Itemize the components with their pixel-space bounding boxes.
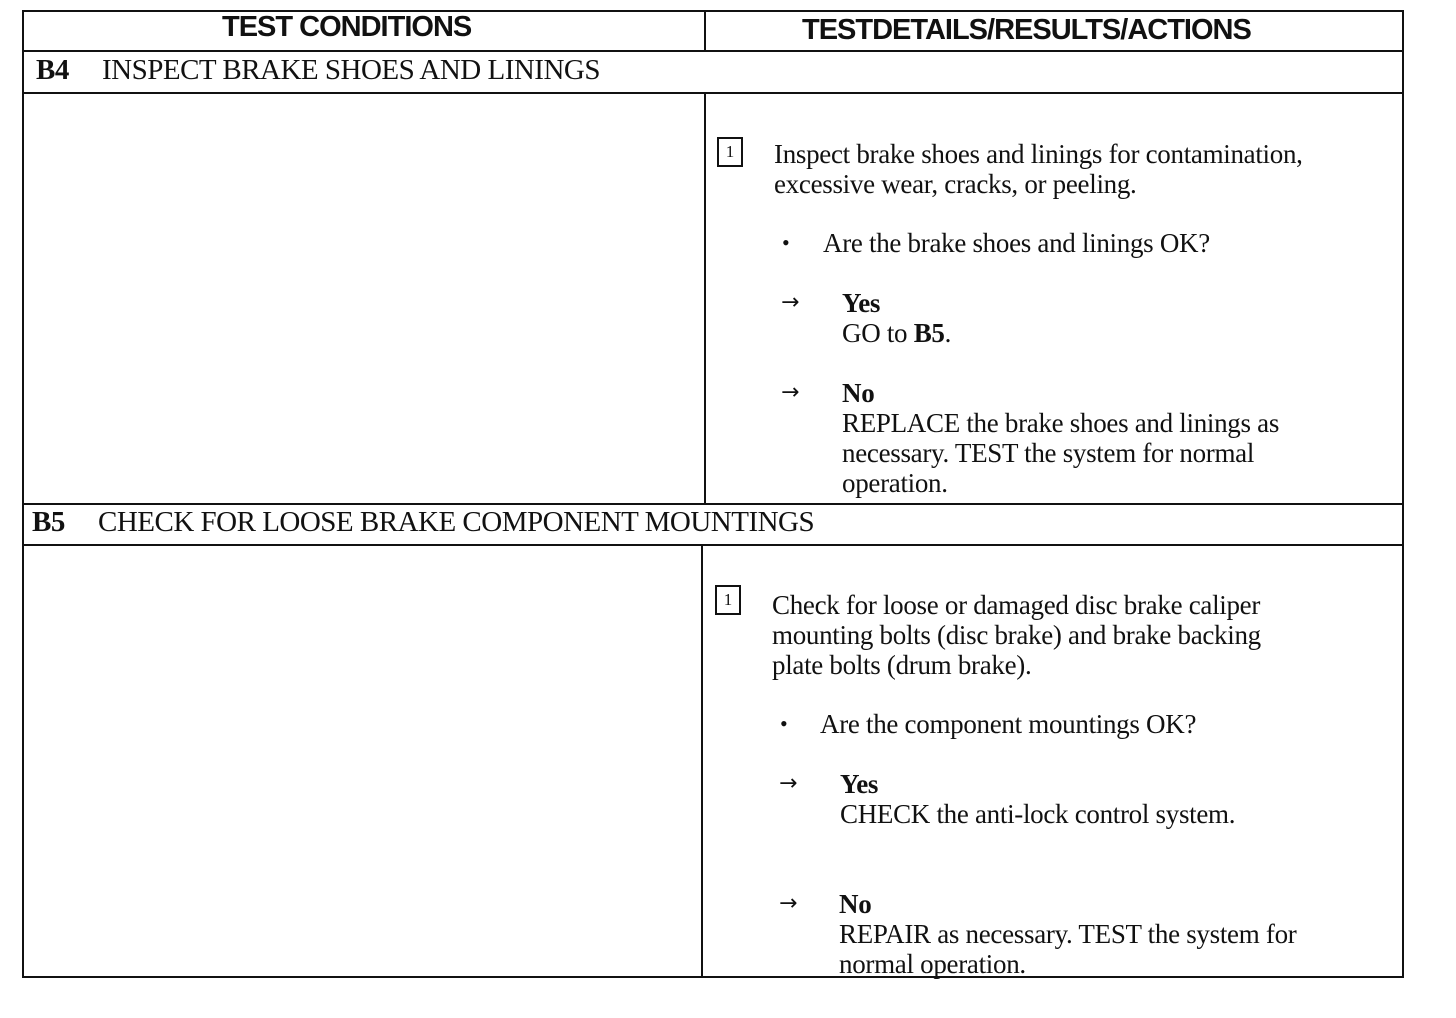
b5-yes-block [840, 769, 1235, 829]
b4-no-block [842, 378, 1279, 498]
section-b4-id: B4 [36, 54, 69, 86]
b5-title-divider [22, 544, 1404, 546]
b4-goto-target: B5 [913, 318, 945, 348]
b4-no-arrow-icon: → [781, 380, 800, 405]
b5-column-divider [701, 544, 703, 978]
b5-no-line-1: REPAIR as necessary. TEST the system for [839, 919, 1297, 949]
b5-top-divider [22, 503, 1404, 505]
column-header-test-conditions: TEST CONDITIONS [222, 11, 472, 43]
header-divider [22, 50, 1404, 52]
b4-no-label: No [842, 378, 875, 408]
b4-yes-block [842, 288, 951, 348]
b4-column-divider [704, 92, 706, 505]
b5-step-line-1: Check for loose or damaged disc brake caliper [772, 590, 1261, 620]
b5-step-text [772, 590, 1261, 680]
section-b5-id: B5 [32, 506, 65, 538]
b5-no-label: No [839, 889, 872, 919]
b4-yes-arrow-icon: → [781, 290, 800, 315]
section-b5-heading [32, 506, 814, 539]
b4-yes-label: Yes [842, 288, 881, 318]
b4-no-line-2: necessary. TEST the system for normal [842, 438, 1255, 468]
b5-question: Are the component mountings OK? [820, 709, 1197, 739]
b5-no-block [839, 889, 1296, 979]
b4-step-line-1: Inspect brake shoes and linings for contamination, [774, 139, 1303, 169]
b4-question: Are the brake shoes and linings OK? [823, 228, 1210, 258]
b4-yes-action: GO to B5. [842, 318, 952, 348]
header-column-divider [704, 10, 706, 52]
column-header-test-details: TESTDETAILS/RESULTS/ACTIONS [802, 14, 1251, 46]
b5-question-bullet: • [780, 711, 788, 736]
b5-step-number-box: 1 [715, 585, 741, 615]
section-b4-heading [36, 54, 600, 87]
b4-title-divider [22, 92, 1404, 94]
b5-yes-arrow-icon: → [779, 771, 798, 796]
b5-step-line-2: mounting bolts (disc brake) and brake backing [772, 620, 1261, 650]
b5-yes-line-1: CHECK the anti-lock control system. [840, 799, 1236, 829]
b5-no-arrow-icon: → [779, 891, 798, 916]
b4-step-text [774, 139, 1303, 199]
section-b5-title: CHECK FOR LOOSE BRAKE COMPONENT MOUNTINGS [98, 506, 815, 538]
b4-step-number-box: 1 [717, 137, 743, 167]
b4-question-bullet: • [782, 230, 790, 255]
b5-no-line-2: normal operation. [839, 949, 1026, 979]
b4-step-line-2: excessive wear, cracks, or peeling. [774, 169, 1137, 199]
section-b4-title: INSPECT BRAKE SHOES AND LININGS [102, 54, 600, 86]
b4-no-line-3: operation. [842, 468, 948, 498]
b4-no-line-1: REPLACE the brake shoes and linings as [842, 408, 1280, 438]
b5-step-line-3: plate bolts (drum brake). [772, 650, 1032, 680]
b5-yes-label: Yes [840, 769, 879, 799]
